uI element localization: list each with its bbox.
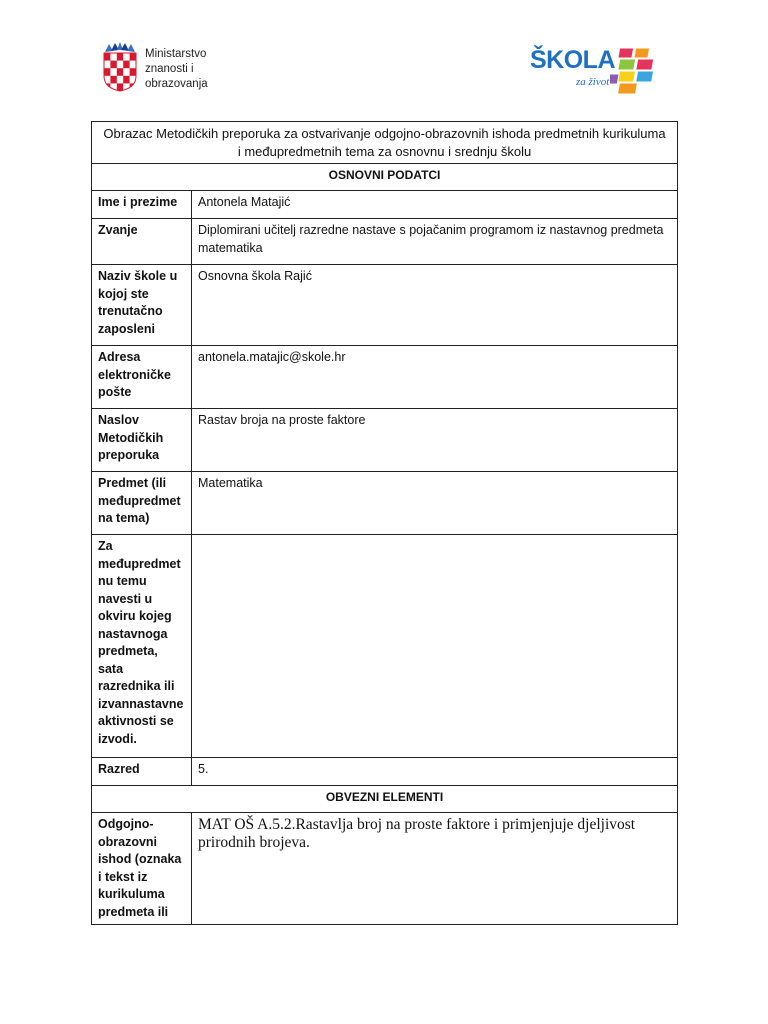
field-label: Za međupredmet nu temu navesti u okviru kojeg nastavnoga predmeta, sata razrednika ili izvannastavne aktivnosti se izvodi. [92,535,192,758]
form-title-line-2: i međupredmetnih tema za osnovnu i srednju školu [237,143,532,159]
ministry-logo [103,42,208,92]
outcome-value: MAT OŠ A.5.2.Rastavlja broj na proste faktore i primjenjuje djeljivost prirodnih brojeva. [192,813,678,925]
croatian-coat-of-arms-icon [103,42,137,92]
field-value: Diplomirani učitelj razredne nastave s pojačanim programom iz nastavnog predmeta matematika [192,219,678,265]
field-value [192,535,678,758]
field-value: Rastav broja na proste faktore [192,409,678,472]
table-row [92,758,678,786]
field-label: Naslov Metodičkih preporuka [92,409,192,472]
recommendation-form-table [91,121,678,925]
field-label: Razred [92,758,192,786]
field-label: Naziv škole u kojoj ste trenutačno zaposleni [92,265,192,346]
field-value: Antonela Matajić [192,191,678,219]
field-value: Osnovna škola Rajić [192,265,678,346]
table-row [92,535,678,758]
table-row [92,265,678,346]
field-value: antonela.matajic@skole.hr [192,346,678,409]
ministry-line-2: znanosti i [145,63,194,75]
table-row [92,813,678,925]
skola-logo-sub: za život [576,76,610,88]
table-row [92,346,678,409]
form-title-row [92,122,678,164]
field-label: Ime i prezime [92,191,192,219]
form-title [92,122,678,164]
hopscotch-icon [610,46,666,96]
skola-za-zivot-logo [528,42,666,100]
section-heading-basic: OSNOVNI PODATCI [92,164,678,191]
table-row [92,472,678,535]
table-row [92,219,678,265]
field-value: Matematika [192,472,678,535]
ministry-line-3: obrazovanja [145,78,208,90]
outcome-label: Odgojno-obrazovni ishod (oznaka i tekst iz kurikuluma predmeta ili [92,813,192,925]
field-value: 5. [192,758,678,786]
ministry-line-1: Ministarstvo [145,48,207,60]
table-row [92,191,678,219]
field-label: Zvanje [92,219,192,265]
field-label: Adresa elektroničke pošte [92,346,192,409]
section-row-basic [92,164,678,191]
section-row-required [92,786,678,813]
field-label: Predmet (ili međupredmet na tema) [92,472,192,535]
ministry-name [145,47,208,92]
table-row [92,409,678,472]
form-title-line-1: Obrazac Metodičkih preporuka za ostvarivanje odgojno-obrazovnih ishoda predmetnih kurikuluma [103,126,666,141]
section-heading-required: OBVEZNI ELEMENTI [92,786,678,813]
skola-logo-text: ŠKOLA [530,46,615,74]
